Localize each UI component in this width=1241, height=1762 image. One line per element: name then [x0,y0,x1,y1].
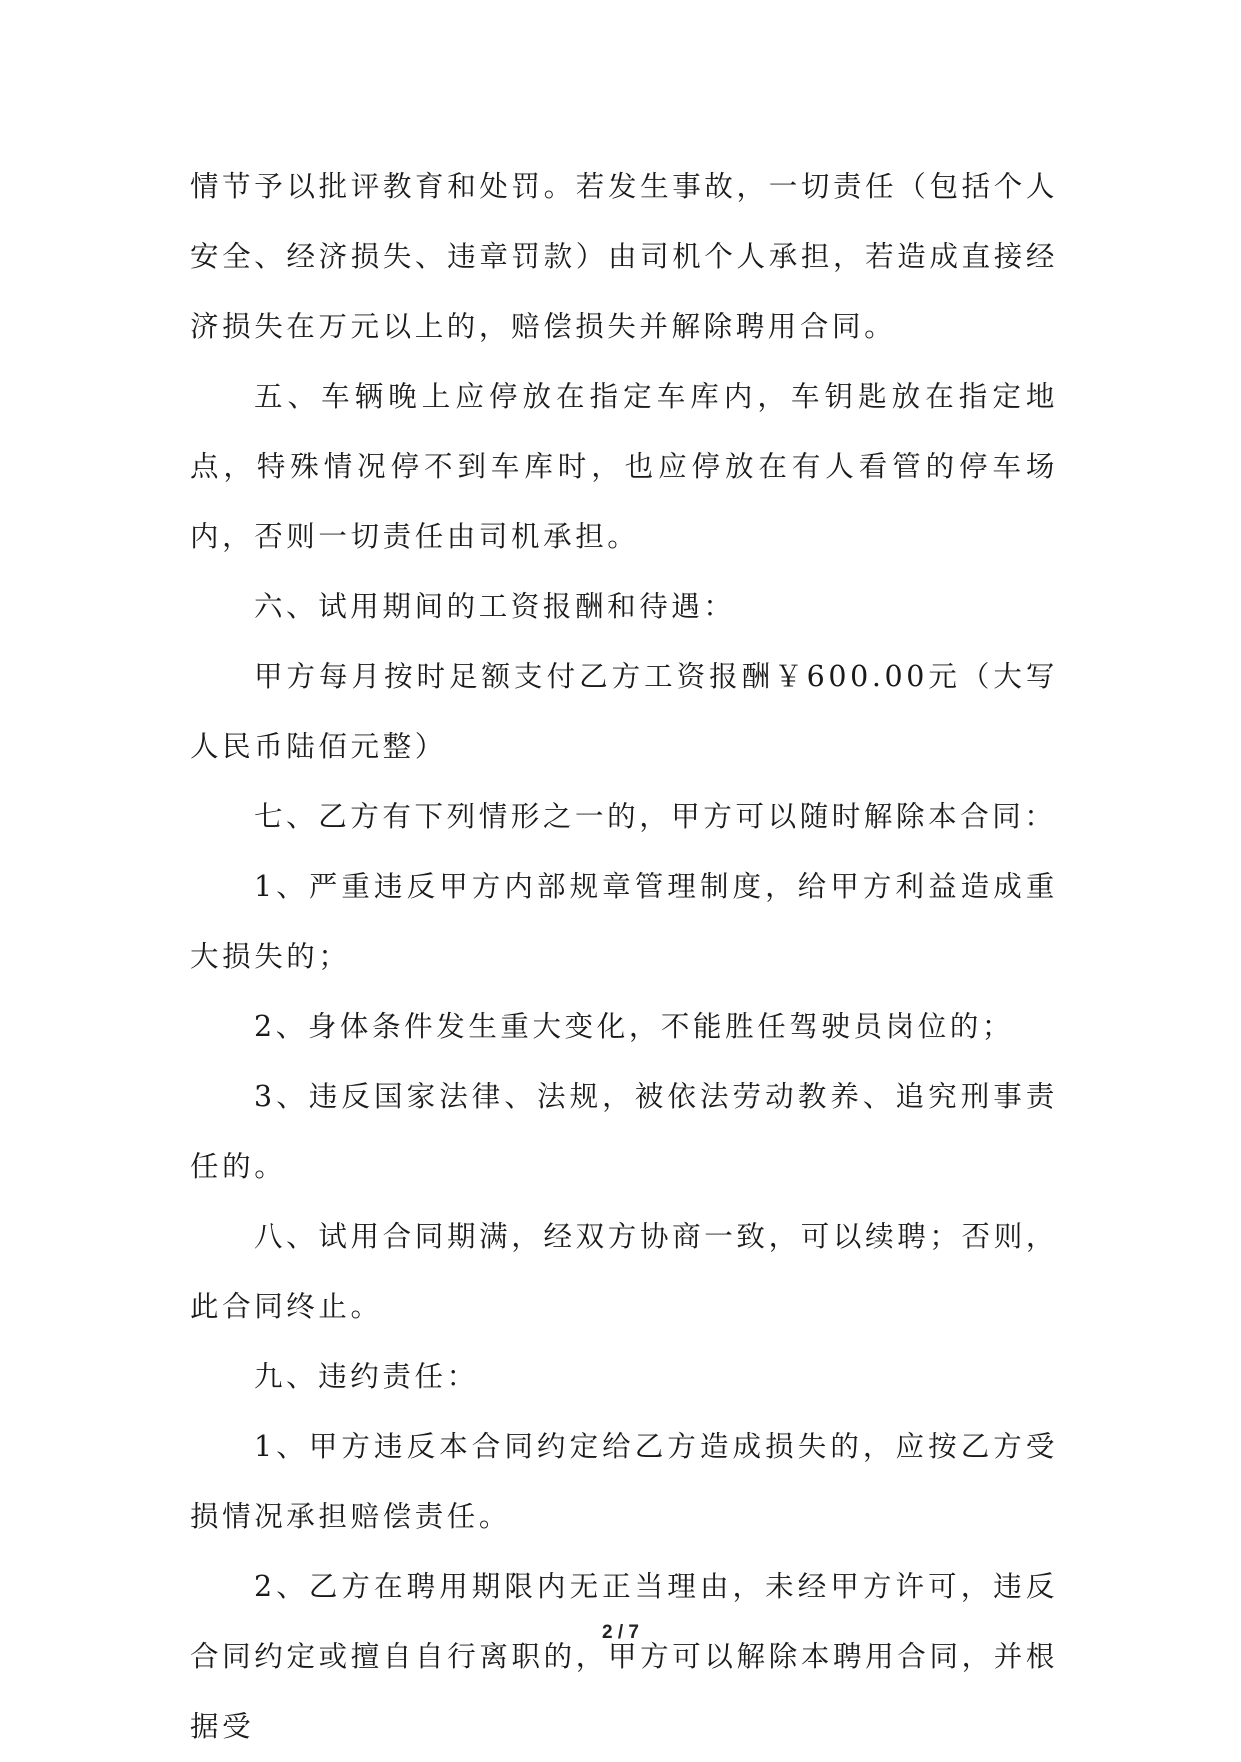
clause-9-item-2: 2、乙方在聘用期限内无正当理由，未经甲方许可，违反合同约定或擅自自行离职的，甲方可以解除本聘用合同，并根据受 [190,1570,1058,1743]
clause-7-item-2: 2、身体条件发生重大变化，不能胜任驾驶员岗位的； [254,1010,1015,1043]
clause-5-parking: 五、车辆晚上应停放在指定车库内，车钥匙放在指定地点，特殊情况停不到车库时，也应停放在有人看管的停车场内，否则一切责任由司机承担。 [190,380,1058,553]
document-body [190,152,1058,1762]
clause-9-item-1: 1、甲方违反本合同约定给乙方造成损失的，应按乙方受损情况承担赔偿责任。 [190,1430,1058,1533]
page-number: 2 / 7 [602,1622,639,1643]
clause-6-salary: 甲方每月按时足额支付乙方工资报酬￥600.00元（大写人民币陆佰元整） [190,660,1058,763]
clause-7-heading: 七、乙方有下列情形之一的，甲方可以随时解除本合同： [254,800,1057,833]
clause-7-item-3: 3、违反国家法律、法规，被依法劳动教养、追究刑事责任的。 [190,1080,1058,1183]
paragraph-continuation: 情节予以批评教育和处罚。若发生事故，一切责任（包括个人安全、经济损失、违章罚款）由司机个人承担，若造成直接经济损失在万元以上的，赔偿损失并解除聘用合同。 [190,170,1058,343]
clause-6-heading: 六、试用期间的工资报酬和待遇： [254,590,736,623]
clause-7-item-1: 1、严重违反甲方内部规章管理制度，给甲方利益造成重大损失的； [190,870,1058,973]
clause-8-renewal: 八、试用合同期满，经双方协商一致，可以续聘；否则，此合同终止。 [190,1220,1058,1323]
clause-9-heading: 九、违约责任： [254,1360,479,1393]
